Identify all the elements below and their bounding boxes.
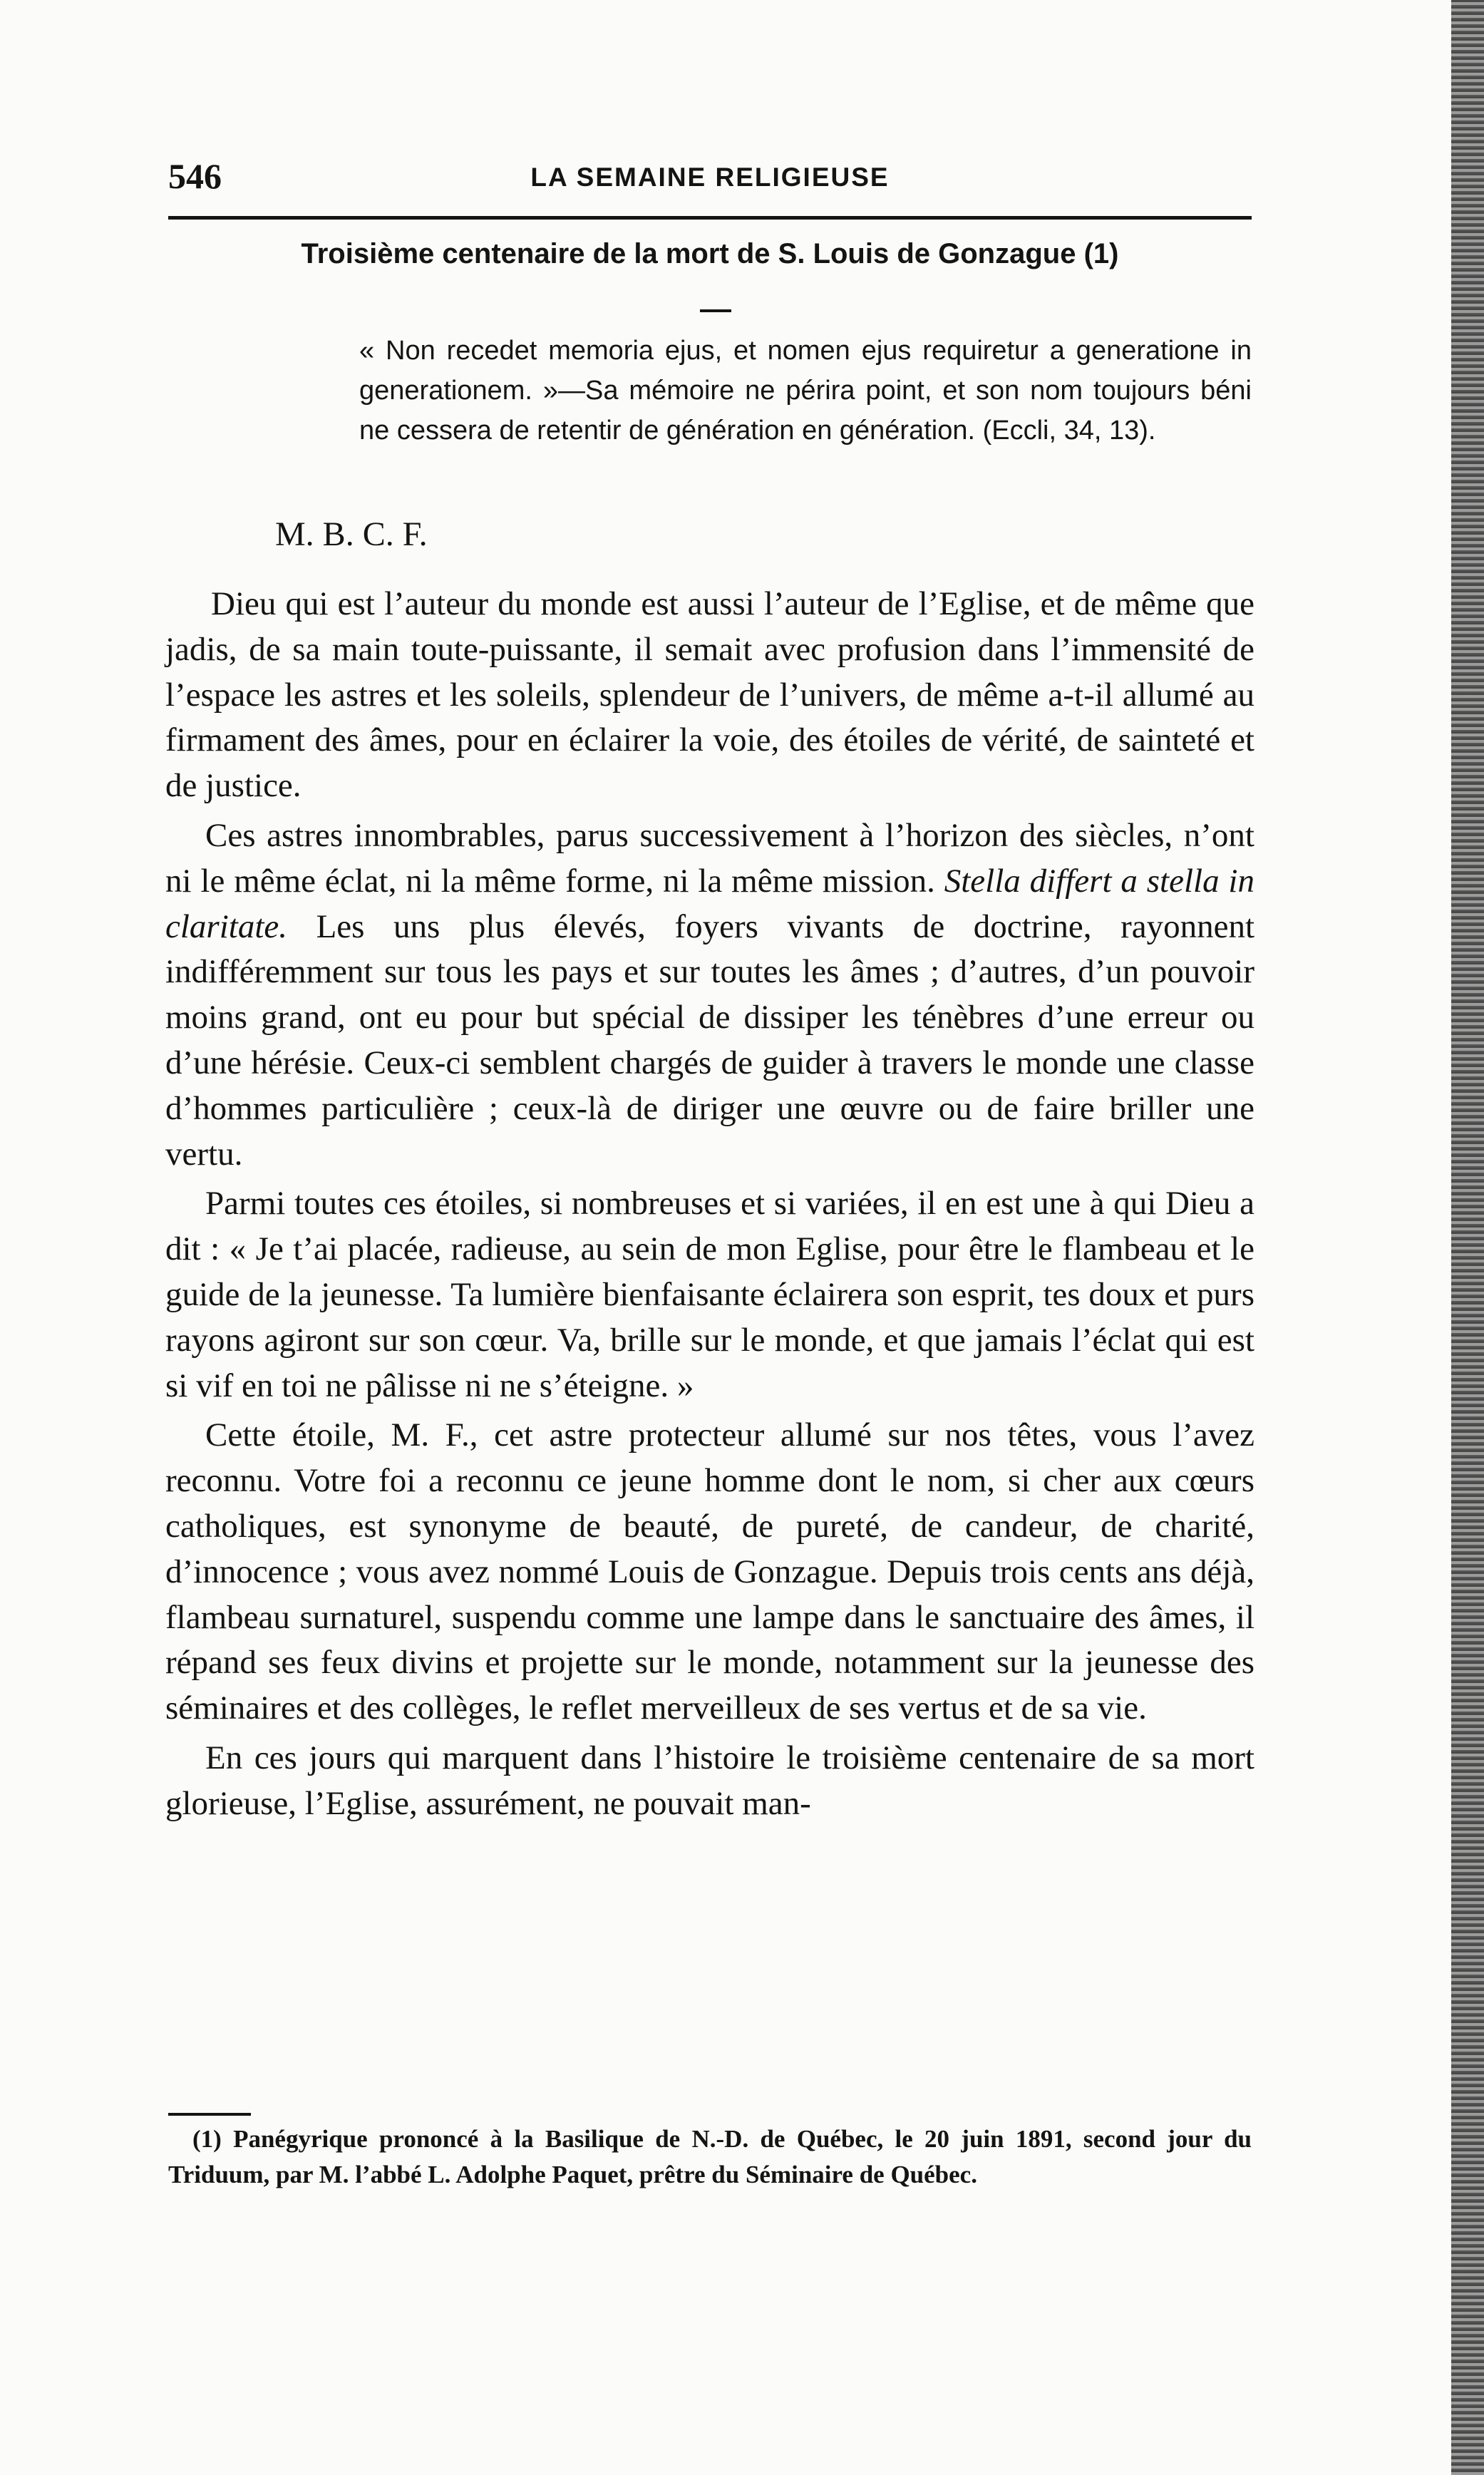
title-dash	[700, 309, 731, 312]
header-rule	[168, 216, 1252, 220]
salutation: M. B. C. F.	[275, 515, 428, 553]
paragraph-5: En ces jours qui marquent dans l’histoire le troisième centenaire de sa mort glorieuse, l’Eglise, assurément, ne pouvait man-	[165, 1739, 1254, 1822]
page-header	[168, 155, 1252, 205]
footnote-rule	[168, 2113, 251, 2116]
paragraph-2-before: Ces astres innombrables, parus successivement à l’horizon des siècles, n’ont ni le même éclat, ni la même forme, ni la même mission.	[165, 816, 1254, 900]
article-title: Troisième centenaire de la mort de S. Louis de Gonzague (1)	[301, 238, 1119, 269]
footnote: (1) Panégyrique prononcé à la Basilique de N.-D. de Québec, le 20 juin 1891, second jour du Triduum, par M. l’abbé L. Adolphe Paquet, prêtre du Séminaire de Québec.	[168, 2125, 1252, 2188]
paragraph-4: Cette étoile, M. F., cet astre protecteur allumé sur nos têtes, vous l’avez reconnu. Votre foi a reconnu ce jeune homme dont le nom, si cher aux cœurs catholiques, est synonyme de beauté, de pureté, de candeur, de charité, d’innocence ; vous avez nommé Louis de Gonzague. Depuis trois cents ans déjà, flambeau surnaturel, suspendu comme une lampe dans le sanctuaire des âmes, il répand ses feux divins et projette sur le monde, notamment sur la jeunesse des séminaires et des collèges, le reflet merveilleux de ses vertus et de sa vie.	[165, 1416, 1254, 1727]
paragraph-1: Dieu qui est l’auteur du monde est aussi l’auteur de l’Eglise, et de même que jadis, de sa main toute-puissante, il semait avec profusion dans l’immensité de l’espace les astres et les soleils, splendeur de l’univers, de même a-t-il allumé au firmament des âmes, pour en éclairer la voie, des étoiles de vérité, de sainteté et de justice.	[165, 585, 1254, 805]
page-number: 546	[168, 156, 222, 196]
paragraph-2-after: Les uns plus élevés, foyers vivants de doctrine, rayonnent indifféremment sur tous les pays et sur toutes les âmes ; d’autres, d’un pouvoir moins grand, ont eu pour but spécial de dissiper les ténèbres d’une erreur ou d’une hérésie. Ceux-ci semblent chargés de guider à travers le monde une classe d’hommes particulière ; ceux-là de diriger une œuvre ou de faire briller une vertu.	[165, 907, 1254, 1173]
running-head: LA SEMAINE RELIGIEUSE	[530, 163, 890, 192]
paragraph-2	[165, 813, 1254, 1177]
scan-edge-shadow	[1451, 0, 1484, 2475]
latin-quote: Stella differt a stella in claritate.	[165, 862, 1254, 945]
epigraph-quote: « Non recedet memoria ejus, et nomen ejus requiretur a generatione in generationem. »—Sa mémoire ne périra point, et son nom toujours béni ne cessera de retentir de génération en génération. (Eccli, 34, 13).	[359, 336, 1252, 446]
paragraph-3: Parmi toutes ces étoiles, si nombreuses et si variées, il en est une à qui Dieu a dit : « Je t’ai placée, radieuse, au sein de mon Eglise, pour être le flambeau et le guide de la jeunesse. Ta lumière bienfaisante éclairera son esprit, tes doux et purs rayons agiront sur son cœur. Va, brille sur le monde, et que jamais l’éclat qui est si vif en toi ne pâlisse ni ne s’éteigne. »	[165, 1185, 1254, 1404]
body-text	[165, 582, 1254, 1831]
